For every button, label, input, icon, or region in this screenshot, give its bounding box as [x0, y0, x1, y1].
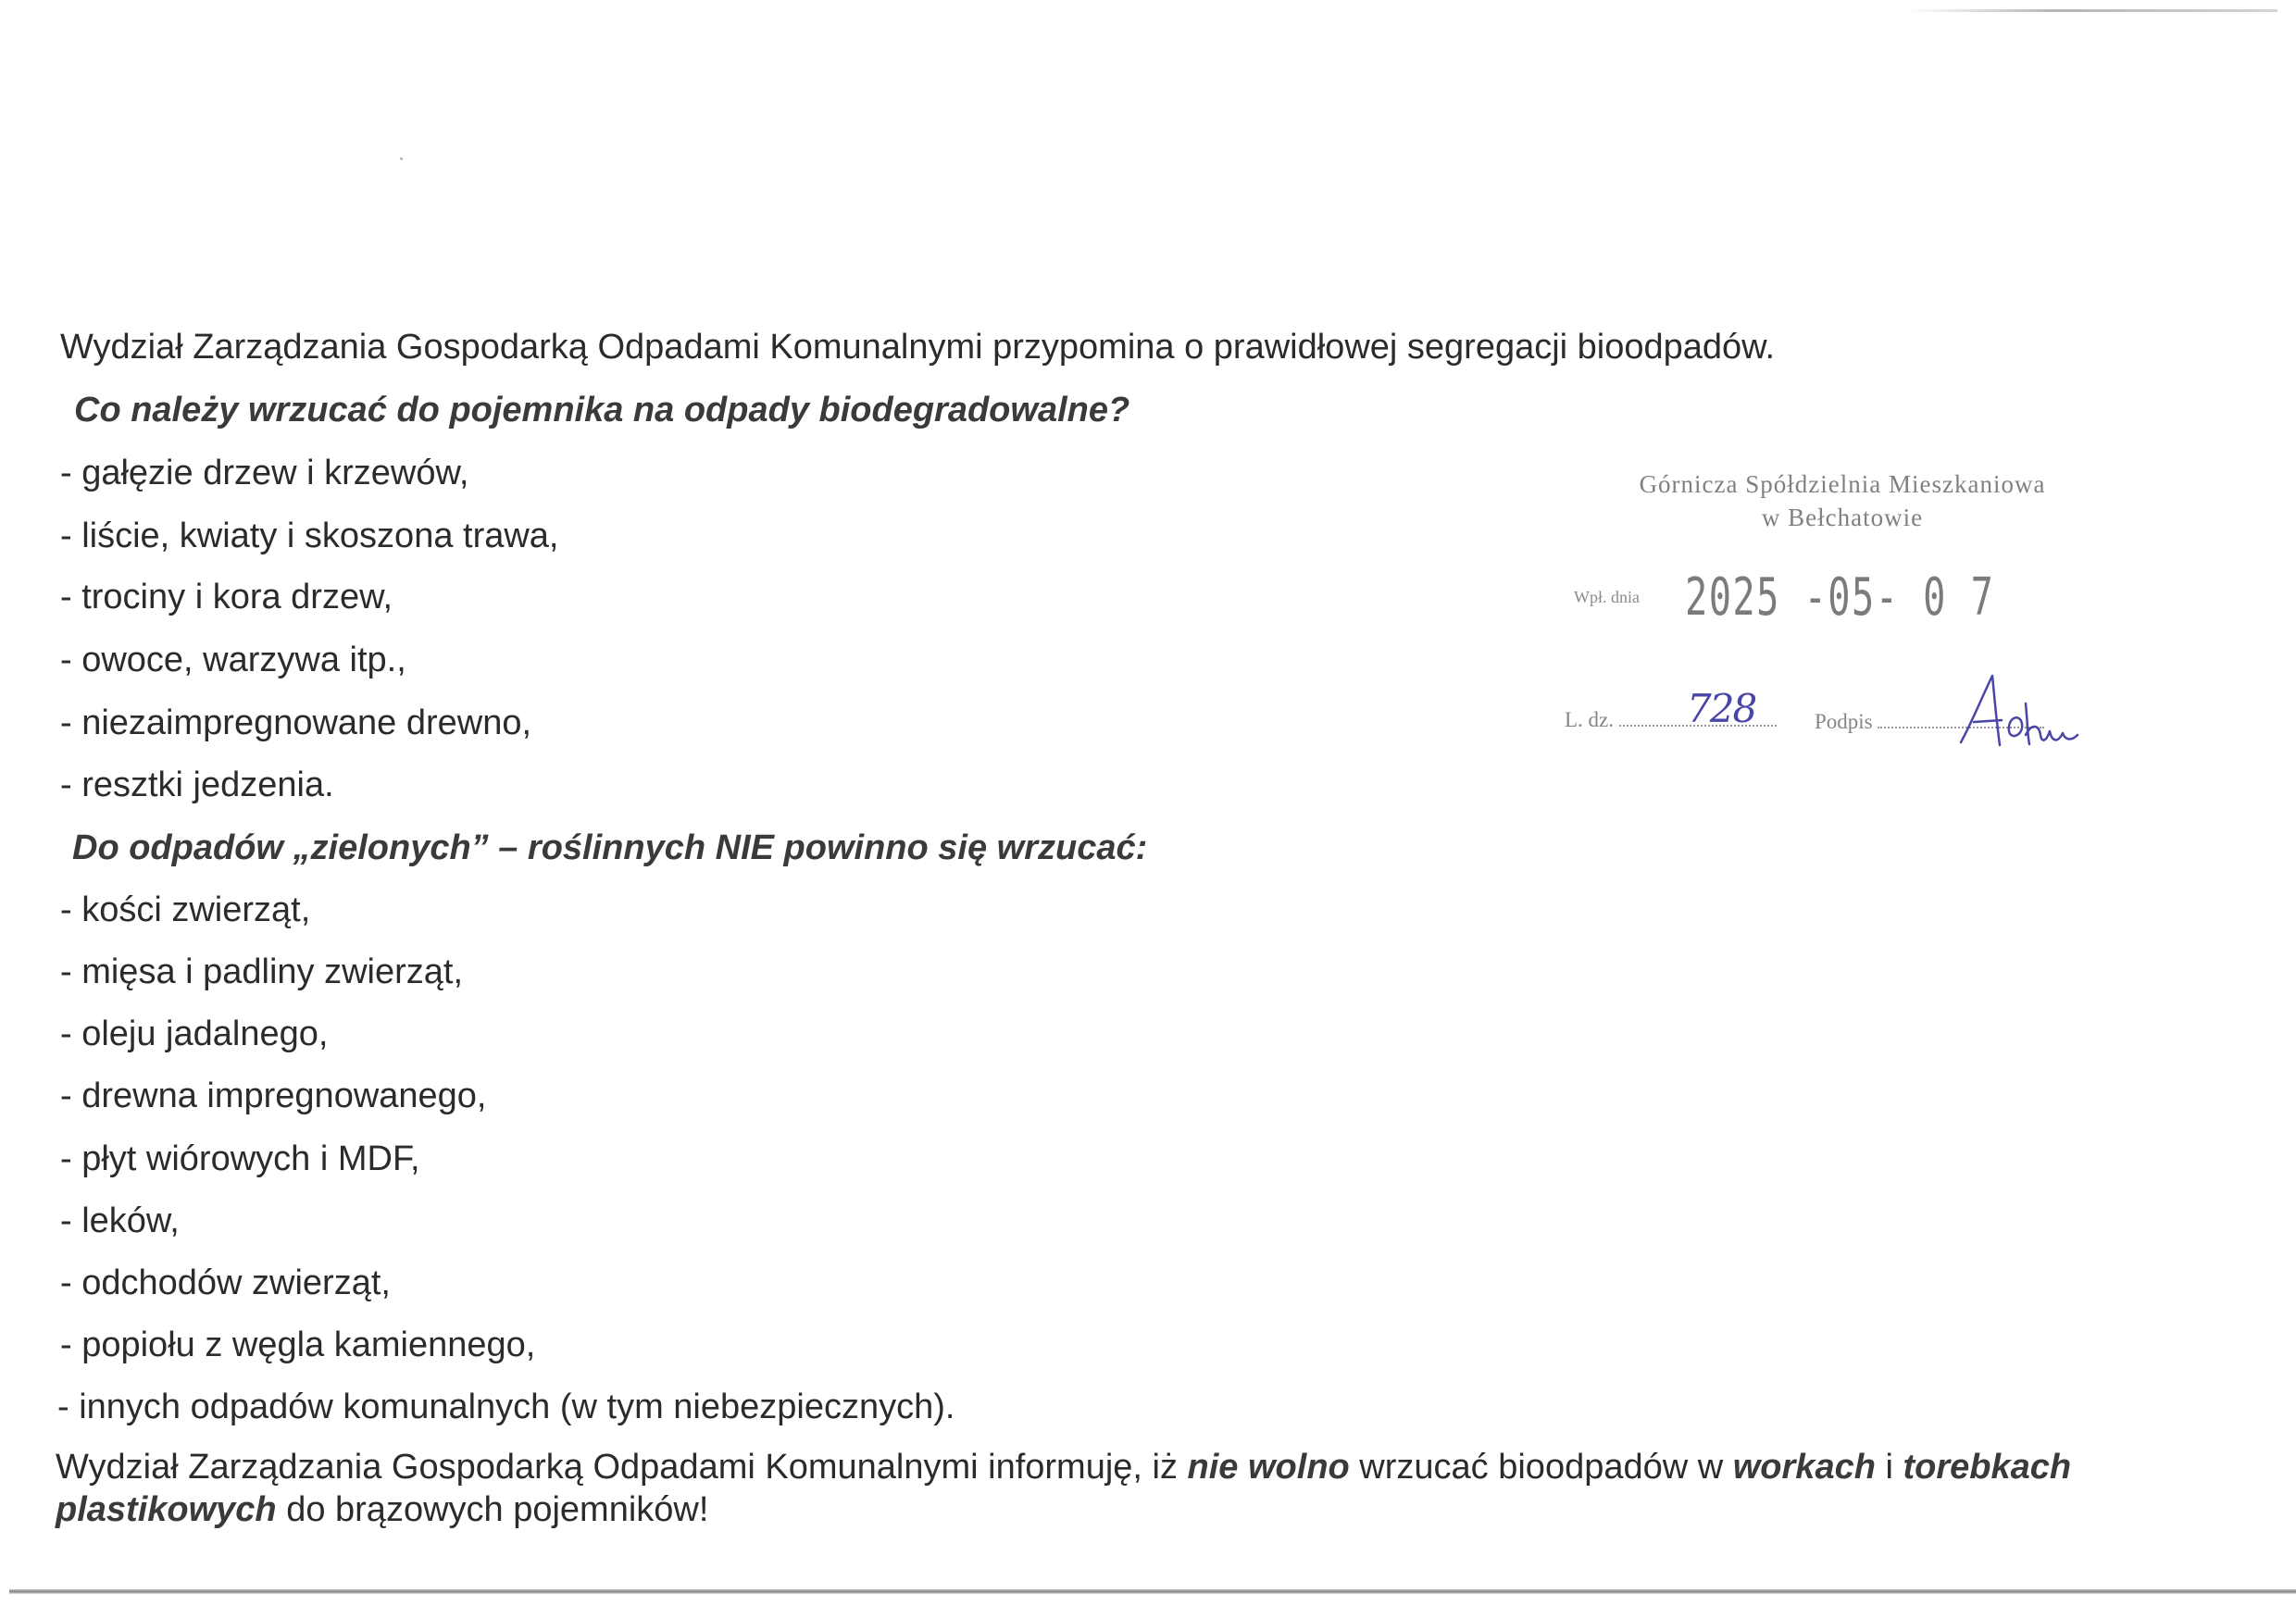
closing-text: do brązowych pojemników! — [276, 1490, 709, 1529]
stamp-ldz-label: L. dz. — [1565, 708, 1615, 731]
stamp-podpis-label: Podpis — [1815, 710, 1873, 733]
handwritten-ldz-number: 728 — [1687, 686, 1756, 731]
forbidden-item: - popiołu z węgla kamiennego, — [60, 1326, 536, 1364]
closing-text: i — [1875, 1448, 1903, 1487]
closing-emphasis: nie wolno — [1187, 1448, 1350, 1487]
allowed-heading: Co należy wrzucać do pojemnika na odpady biodegradowalne? — [74, 391, 1130, 429]
signature-icon — [1953, 666, 2083, 759]
closing-emphasis: workach — [1732, 1448, 1876, 1487]
allowed-item: - owoce, warzywa itp., — [60, 641, 406, 679]
forbidden-item: - kości zwierząt, — [60, 890, 311, 929]
forbidden-heading: Do odpadów „zielonych” – roślinnych NIE powinno się wrzucać: — [72, 828, 1148, 867]
allowed-item: - resztki jedzenia. — [60, 765, 334, 804]
intro-text: Wydział Zarządzania Gospodarką Odpadami Komunalnymi przypomina o prawidłowej segregacji bioodpadów. — [60, 328, 1776, 367]
registration-stamp — [1565, 467, 2083, 764]
allowed-item: - trociny i kora drzew, — [60, 578, 393, 616]
forbidden-item: - odchodów zwierząt, — [60, 1263, 391, 1302]
stamp-org-city: w Bełchatowie — [1761, 504, 1924, 531]
scan-speck — [400, 157, 403, 160]
forbidden-item: - innych odpadów komunalnych (w tym niebezpiecznych). — [57, 1388, 955, 1426]
closing-paragraph — [56, 1446, 2222, 1531]
stamp-date: 2025 -05- 0 7 — [1685, 567, 1995, 628]
stamp-organization — [1602, 467, 2083, 534]
allowed-item: - liście, kwiaty i skoszona trawa, — [60, 517, 559, 555]
closing-text: wrzucać bioodpadów w — [1349, 1448, 1733, 1487]
forbidden-item: - drewna impregnowanego, — [60, 1077, 487, 1115]
allowed-item: - niezaimpregnowane drewno, — [60, 703, 532, 742]
closing-text: Wydział Zarządzania Gospodarką Odpadami Komunalnymi informuję, iż — [56, 1448, 1188, 1487]
forbidden-item: - mięsa i padliny zwierząt, — [60, 952, 464, 991]
stamp-date-label: Wpł. dnia — [1574, 588, 1640, 606]
forbidden-item: - oleju jadalnego, — [60, 1014, 329, 1053]
closing-emphasis: torebkach plastikowych — [56, 1448, 2072, 1529]
stamp-org-name: Górnicza Spółdzielnia Mieszkaniowa — [1639, 470, 2046, 498]
allowed-item: - gałęzie drzew i krzewów, — [60, 454, 469, 492]
forbidden-item: - płyt wiórowych i MDF, — [60, 1139, 420, 1178]
forbidden-item: - leków, — [60, 1201, 180, 1240]
scan-edge-top — [1907, 9, 2277, 12]
scan-edge-bottom — [9, 1589, 2296, 1594]
